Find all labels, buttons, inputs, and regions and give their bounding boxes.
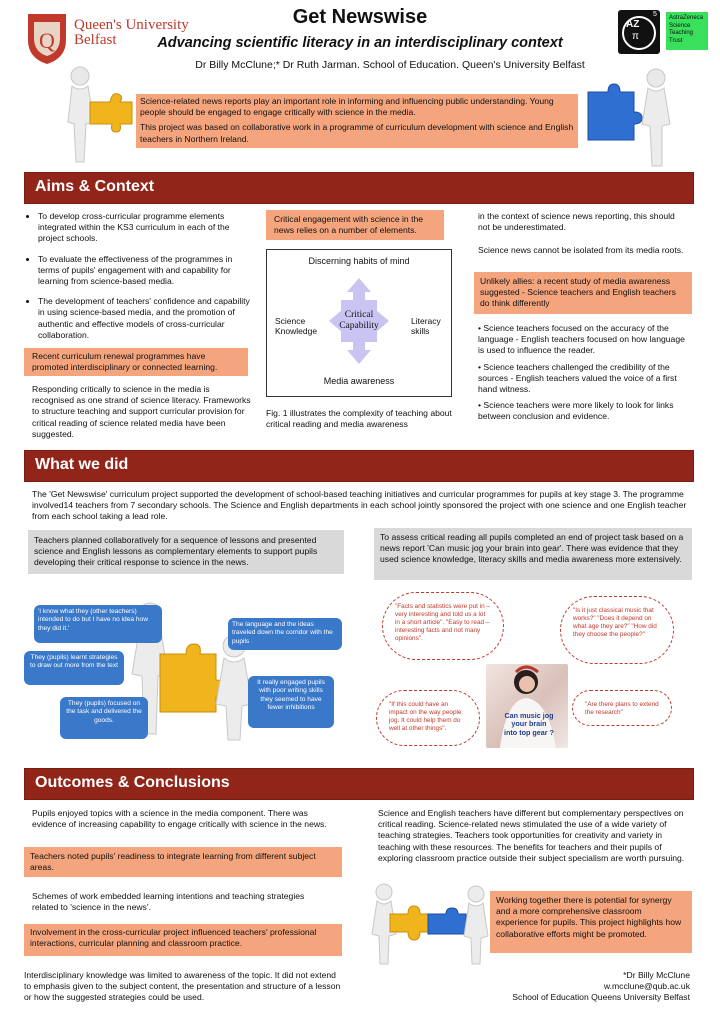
music-caption: Can music jog your brain into top gear ? [504,711,554,737]
curriculum-renewal-box: Recent curriculum renewal programmes have promoted interdisciplinary or connected learning. [24,348,248,376]
outcomes-p1: Pupils enjoyed topics with a science in the media component. There was evidence of increasing capability to engage critically with science in the news. [32,808,327,830]
unlikely-allies-box: Unlikely allies: a recent study of media awareness suggested - Science teachers and English teachers do think differently [474,272,692,314]
contact-name: *Dr Billy McClune [623,970,690,980]
intro-box [136,94,578,148]
az-logo-pi: π [632,31,639,42]
aims-bullet: • The development of teachers' confidence and capability in using science-based media, and the promotion of authentic and effective models of cross-curricular collaboration. [38,296,256,341]
aims-right-bullet: • Science teachers focused on the accuracy of the language - English teachers focused on how language is used to influence the reader. [478,323,685,356]
aims-right-bullets [478,323,688,423]
critical-engagement-box: Critical engagement with science in the news relies on a number of elements. [266,210,444,240]
fig1-left: Science Knowledge [275,316,318,336]
logo-line-2: Belfast [74,32,117,48]
what-heading: What we did [35,456,129,473]
authors: Dr Billy McClune;* Dr Ruth Jarman. School of Education. Queen's University Belfast [195,59,585,71]
aims-right-p2: Science news cannot be isolated from its media roots. [478,245,684,255]
pupil-comment-cloud: "If this could have an impact on the way people jog. It could help them do well at other things". [376,690,480,746]
fig1-right: Literacy skills [411,316,441,336]
aims-bullet: • To evaluate the effectiveness of the programmes in terms of pupils' engagement with and capability for learning from science-based media. [38,254,256,288]
svg-text:Q: Q [39,28,55,53]
intro-p1: Science-related news reports play an important role in informing and influencing public understanding. Young people should be engaged to engage critically with science in the media. [140,96,554,118]
outcomes-puzzle-figure [368,880,492,966]
az-logo [618,10,710,54]
fig1-caption: Fig. 1 illustrates the complexity of teaching about critical reading and media awareness [266,408,452,430]
aims-heading: Aims & Context [35,178,155,195]
aims-bullets [24,211,256,350]
pupil-comment-cloud: "Is it just classical music that works?" "Does it depend on what age they are?" "How did they choose the people?" [560,596,674,664]
what-banner [24,450,694,482]
involvement-box: Involvement in the cross-curricular project influenced teachers' professional interactions, curricular planning and classroom practice. [24,924,342,956]
aims-right-bullet: • Science teachers challenged the credibility of the sources - English teachers valued the voice of a first hand witness. [478,361,677,395]
contact-org: School of Education Queens University Belfast [512,992,690,1003]
aims-bullet: • To develop cross-curricular programme elements integrated within the KS3 curriculum in each of the project schools. [38,211,256,245]
assessment-box: To assess critical reading all pupils completed an end of project task based on a news report 'Can music jog your brain into gear'. There was evidence that they used science knowledge, literacy skills and media awareness more extensively. [374,528,692,580]
planning-box: Teachers planned collaboratively for a sequence of lessons and presented science and English lessons as complementary elements to support pupils developing their critical response to science in the news. [28,530,344,574]
outcomes-right-p: Science and English teachers have different but complementary perspectives on critical reading. Science-related news stimulated the use of a wide variety of teaching strategies. Teachers took opportunities for creativity and variety in teaching with these resources. The benefits for teachers and their pupils of exploring classroom practice outside their subject specialism are worth pursuing. [378,808,685,863]
quote-bubble: 'I know what they (other teachers) intended to do but I have no idea how they did it.' [34,605,162,643]
outcomes-p3: Interdisciplinary knowledge was limited to awareness of the topic. It did not extend to emphasis given to the subject content, the presentation and structure of a lesson or how the suggested strategies could be used. [24,970,341,1003]
aims-right-p1: in the context of science news reporting, this should not be underestimated. [478,211,675,233]
pupil-comment-cloud: "Facts and statistics were put in – very interesting and told us a lot in a short article". "Easy to read – interesting facts and not many opinions". [382,592,504,660]
fig1-center: Critical Capability [339,310,379,331]
pupil-comment-cloud: "Are there plans to extend the research" [572,690,672,726]
fig1-bottom: Media awareness [323,376,395,386]
aims-banner [24,172,694,204]
az-trust-box: AstraZeneca Science Teaching Trust [666,12,708,50]
qub-shield-icon [24,10,70,66]
fig1-top: Discerning habits of mind [308,256,410,266]
outcomes-p2: Schemes of work embedded learning intentions and teaching strategies related to 'science in the news'. [32,891,305,913]
responding-text: Responding critically to science in the media is recognised as one strand of science literacy. Frameworks to structure teaching and support curricular provision for critical reading of science related media have been suggested. [32,384,251,439]
readiness-box: Teachers noted pupils' readiness to integrate learning from different subject areas. [24,847,342,877]
outcomes-heading: Outcomes & Conclusions [35,774,230,791]
header-figure-right [578,62,678,174]
page-title: Get Newswise [292,6,428,28]
quote-bubble: They (pupils) focused on the task and delivered the goods. [60,697,148,739]
quote-bubble: They (pupils) learnt strategies to draw out more from the text [24,651,124,685]
page-subtitle: Advancing scientific literacy in an interdisciplinary context [157,35,563,51]
intro-p2: This project was based on collaborative work in a programme of curriculum development with science and English teachers in Northern Ireland. [140,122,574,144]
outcomes-banner [24,768,694,800]
music-photo [486,664,568,748]
az-logo-text: AZ [626,19,640,30]
az-logo-sup: 5 [653,11,657,18]
aims-right-bullet: • Science teachers were more likely to look for links between conclusion and evidence. [478,400,674,422]
contact-email[interactable]: w.mcclune@qub.ac.uk [603,981,690,992]
synergy-box: Working together there is potential for synergy and a more comprehensive classroom experience for pupils. This project highlights how collaborative efforts might be promoted. [490,891,692,953]
fig1-diagram [266,249,452,397]
quote-bubble: The language and the ideas traveled down the corridor with the pupils [228,618,342,650]
logo-line-1: Queen's University [74,17,189,33]
quote-bubble: It really engaged pupils with poor writing skills they seemed to have fewer inhibitions [248,676,334,728]
what-intro: The 'Get Newswise' curriculum project supported the development of school-based teaching initiatives and curricular programmes for pupils at key stage 3. The programme involved14 teachers from 7 secondary schools. The Science and English departments in each school jointly sponsored the project with one science and one English teacher from each school taking a lead role. [32,489,687,522]
header-figure-left [60,62,140,172]
contact-info [460,970,690,1004]
